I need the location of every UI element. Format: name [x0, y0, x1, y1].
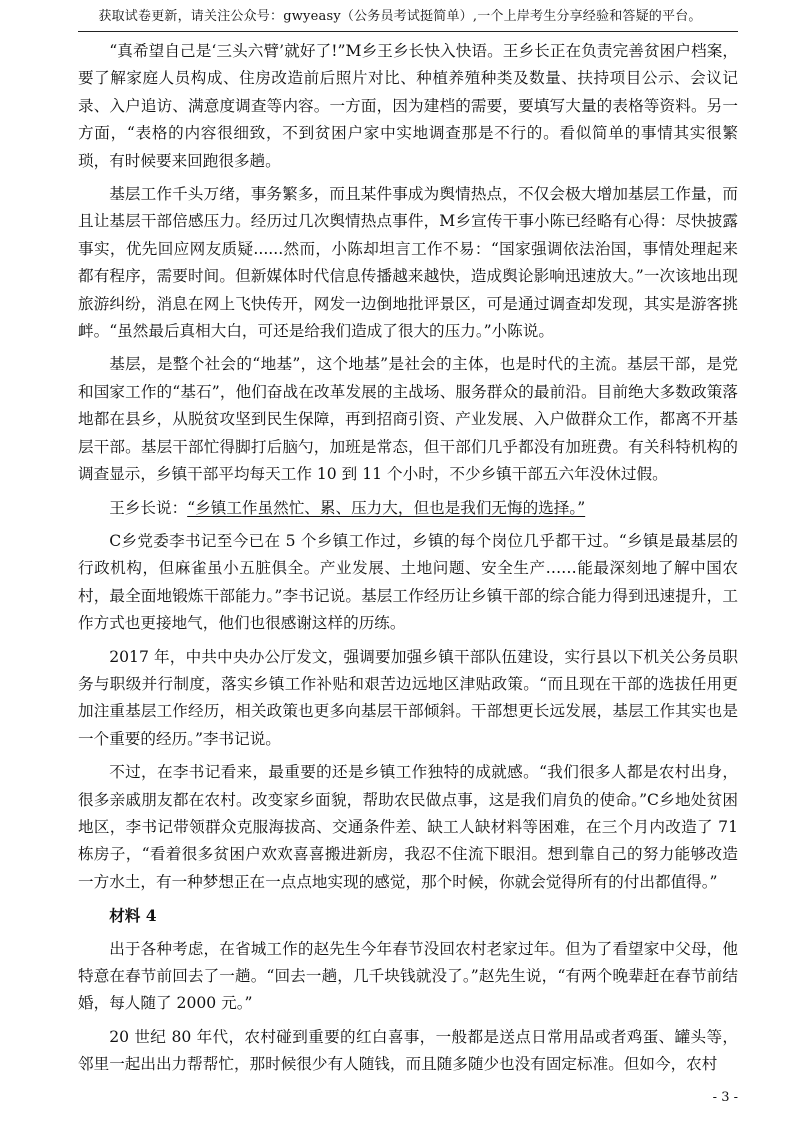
paragraph-6: 2017 年，中共中央办公厅发文，强调要加强乡镇干部队伍建设，实行县以下机关公务员职务与职级并行制度，落实乡镇工作补贴和艰苦边远地区津贴政策。“而且现在干部的选拔任用更加注重基层工作经历，相关政策也更多向基层干部倾斜。干部想更长远发展，基层工作其实也是一个重要的经历。”李书记说。 [78, 647, 738, 748]
section-title: 材料 4 [109, 906, 157, 926]
page-number: - 3 - [712, 1090, 738, 1105]
paragraph-7: 不过，在李书记看来，最重要的还是乡镇工作独特的成就感。“我们很多人都是农村出身，很多亲戚朋友都在农村。改变家乡面貌，帮助农民做点事，这是我们肩负的使命。”C乡地处贫困地区，李书记带领群众克服海拔高、交通条件差、缺工人缺材料等困难，在三个月内改造了 71 栋房子，“看着很多贫困户欢欢喜喜搬进新房，我忍不住流下眼泪。想到靠自己的努力能够改造一方水土，有一种梦想正在一点点地实现的感觉，那个时候，你就会觉得所有的付出都值得。” [78, 763, 738, 891]
document-body [78, 38, 738, 1085]
paragraph-8: 出于各种考虑，在省城工作的赵先生今年春节没回农村老家过年。但为了看望家中父母，他特意在春节前回去了一趟。“回去一趟，几千块钱就没了。”赵先生说，“有两个晚辈赶在春节前结婚，每人随了 2000 元。” [78, 939, 738, 1013]
paragraph-2: 基层工作千头万绪，事务繁多，而且某件事成为舆情热点，不仅会极大增加基层工作量，而且让基层干部倍感压力。经历过几次舆情热点事件，M乡宣传干事小陈已经略有心得：尽快披露事实，优先回应网友质疑......然而，小陈却坦言工作不易：“国家强调依法治国，事情处理起来都有程序，需要时间。但新媒体时代信息传播越来越快，造成舆论影响迅速放大。”一次该地出现旅游纠纷，消息在网上飞快传开，网发一边倒地批评景区，可是通过调查却发现，其实是游客挑衅。“虽然最后真相大白，可还是给我们造成了很大的压力。”小陈说。 [78, 185, 738, 341]
quote-paragraph [78, 495, 738, 522]
paragraph-5: C乡党委李书记至今已在 5 个乡镇工作过，乡镇的每个岗位几乎都干过。“乡镇是最基层的行政机构，但麻雀虽小五脏俱全。产业发展、土地问题、安全生产……能最深刻地了解中国农村，最全面地锻炼干部能力。”李书记说。基层工作经历让乡镇干部的综合能力得到迅速提升，工作方式也更接地气，他们也很感谢这样的历练。 [78, 531, 738, 633]
page-header: 获取试卷更新，请关注公众号：gwyeasy（公务员考试挺简单）,一个上岸考生分享经验和答疑的平台。 [98, 9, 702, 24]
paragraph-1: “真希望自己是‘三头六臂’就好了!”M乡王乡长快入快语。王乡长正在负责完善贫困户档案，要了解家庭人员构成、住房改造前后照片对比、种植养殖种类及数量、扶持项目公示、会议记录、入户追访、满意度调查等内容。一方面，因为建档的需要，要填写大量的表格等资料。另一方面，“表格的内容很细致，不到贫困户家中实地调查那是不行的。看似简单的事情其实很繁琐，有时候要来回跑很多趟。 [78, 42, 738, 170]
underlined-quote: “乡镇工作虽然忙、累、压力大，但也是我们无悔的选择。” [187, 498, 586, 517]
paragraph-3: 基层，是整个社会的“地基”，这个地基”是社会的主体，也是时代的主流。基层干部，是党和国家工作的“基石”，他们奋战在改革发展的主战场、服务群众的最前沿。目前绝大多数政策落地都在县乡，从脱贫攻坚到民生保障，再到招商引资、产业发展、入户做群众工作，都离不开基层干部。基层干部忙得脚打后脑勺，加班是常态，但干部们几乎都没有加班费。有关科特机构的调查显示，乡镇干部平均每天工作 10 到 11 个小时，不少乡镇干部五六年没休过假。 [78, 355, 738, 484]
paragraph-9: 20 世纪 80 年代，农村碰到重要的红白喜事，一般都是送点日常用品或者鸡蛋、罐头等，邻里一起出出力帮帮忙，那时候很少有人随钱，而且随多随少也没有固定标准。但如今，农村 [78, 1027, 738, 1074]
quote-prefix: 王乡长说： [109, 498, 188, 517]
header-divider [78, 31, 738, 32]
